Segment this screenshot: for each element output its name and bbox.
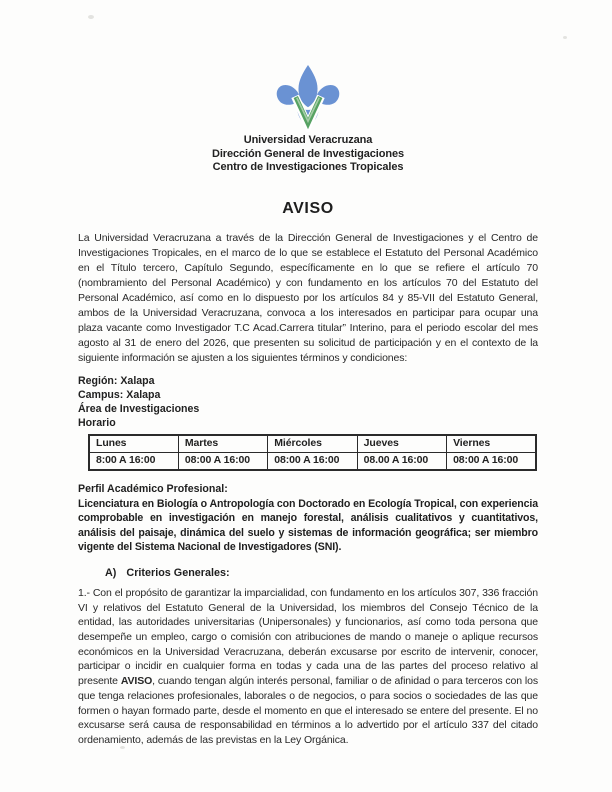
table-header-cell: Miércoles xyxy=(268,435,357,453)
criteria-item-1-aviso: AVISO xyxy=(120,675,153,688)
table-header-cell: Jueves xyxy=(357,435,446,453)
profile-body: Licenciatura en Biología o Antropología con Doctorado en Ecología Tropical, con experiencia comprobable en investigación en manejo forestal, análisis cualitativos y cuantitativos, análisis del paisaje, dinámica del suelo y sistemas de información geográfica; ser miembro vigente del Sistema Nacional de Investigadores (SNI). xyxy=(78,497,538,554)
table-cell: 8:00 A 16:00 xyxy=(89,452,178,470)
location-block xyxy=(78,375,538,431)
schedule-label: Horario xyxy=(78,417,116,430)
criteria-section-heading xyxy=(105,567,538,579)
criteria-item-1-text: 1.- Con el propósito de garantizar la imparcialidad, con fundamento en los artículos 307, 336 fracción VI y relativos del Estatuto General de la Universidad, los miembros del Consejo Técnico de la entidad, las autoridades universitarias (Unipersonales) y funcionarios, así como toda persona que desempeñe un empleo, cargo o comisión con atribuciones de mando o maneje o aplique recursos económicos en la Universidad Veracruzana, deberán excusarse por escrito de intervenir, conocer, participar o incidir en cualquier forma en todas y cada una de las partes del proceso relativo al presente xyxy=(78,586,538,688)
table-header-cell: Lunes xyxy=(89,435,178,453)
area-line: Área de Investigaciones xyxy=(78,403,200,416)
intro-paragraph: La Universidad Veracruzana a través de la Dirección General de Investigaciones y el Centro de Investigaciones Tropicales, en el marco de lo que se establece el Estatuto del Personal Académico en el Título tercero, Capítulo Segundo, específicamente en lo que se refiere el artículo 70 (nombramiento del Personal Académico) y con fundamento en los artículos 70 del Estatuto del Personal Académico, así como en lo dispuesto por los artículos 84 y 85-VII del Estatuto General, ambos de la Universidad Veracruzana, convoca a los interesados en participar para ocupar una plaza vacante como Investigador T.C Acad.Carrera titular” Interino, para el periodo escolar del mes agosto al 31 de enero del 2026, que presenten su solicitud de participación y en el contexto de la siguiente información se ajusten a los siguientes términos y condiciones: xyxy=(78,231,538,365)
scan-speck xyxy=(563,36,567,39)
document-content xyxy=(78,0,538,748)
criteria-item-1-text-after: , cuando tengan algún interés personal, familiar o de afinidad o para terceros con los que tenga relaciones profesionales, laborales o de negocios, o para socios o sociedades de las que formen o hayan formado parte, desde el momento en que el interesado se entere del presente. El no excusarse será causa de responsabilidad en términos a lo advertido por el artículo 337 del citado ordenamiento, además de las previstas en la Ley Orgánica. xyxy=(78,675,538,746)
university-name: Universidad Veracruzana xyxy=(243,134,373,146)
profile-heading: Perfil Académico Profesional: xyxy=(78,482,228,495)
region-line: Región: Xalapa xyxy=(78,375,155,388)
campus-line: Campus: Xalapa xyxy=(78,389,161,402)
table-header-cell: Viernes xyxy=(447,435,536,453)
criteria-section-title: Criterios Generales: xyxy=(126,566,230,579)
table-cell: 08:00 A 16:00 xyxy=(178,452,267,470)
schedule-header-row xyxy=(89,435,536,453)
criteria-item-1 xyxy=(78,586,538,748)
schedule-hours-row xyxy=(89,452,536,470)
schedule-table xyxy=(88,434,537,471)
logo-block xyxy=(78,62,538,132)
criteria-section-label: A) xyxy=(105,566,117,579)
table-cell: 08:00 A 16:00 xyxy=(447,452,536,470)
org-header xyxy=(78,134,538,175)
table-header-cell: Martes xyxy=(178,435,267,453)
table-cell: 08.00 A 16:00 xyxy=(357,452,446,470)
notice-title: AVISO xyxy=(282,199,334,217)
center-name: Centro de Investigaciones Tropicales xyxy=(212,161,404,173)
table-cell: 08:00 A 16:00 xyxy=(268,452,357,470)
division-name: Dirección General de Investigaciones xyxy=(211,147,405,160)
uv-fleur-de-lis-logo-icon xyxy=(274,62,342,132)
